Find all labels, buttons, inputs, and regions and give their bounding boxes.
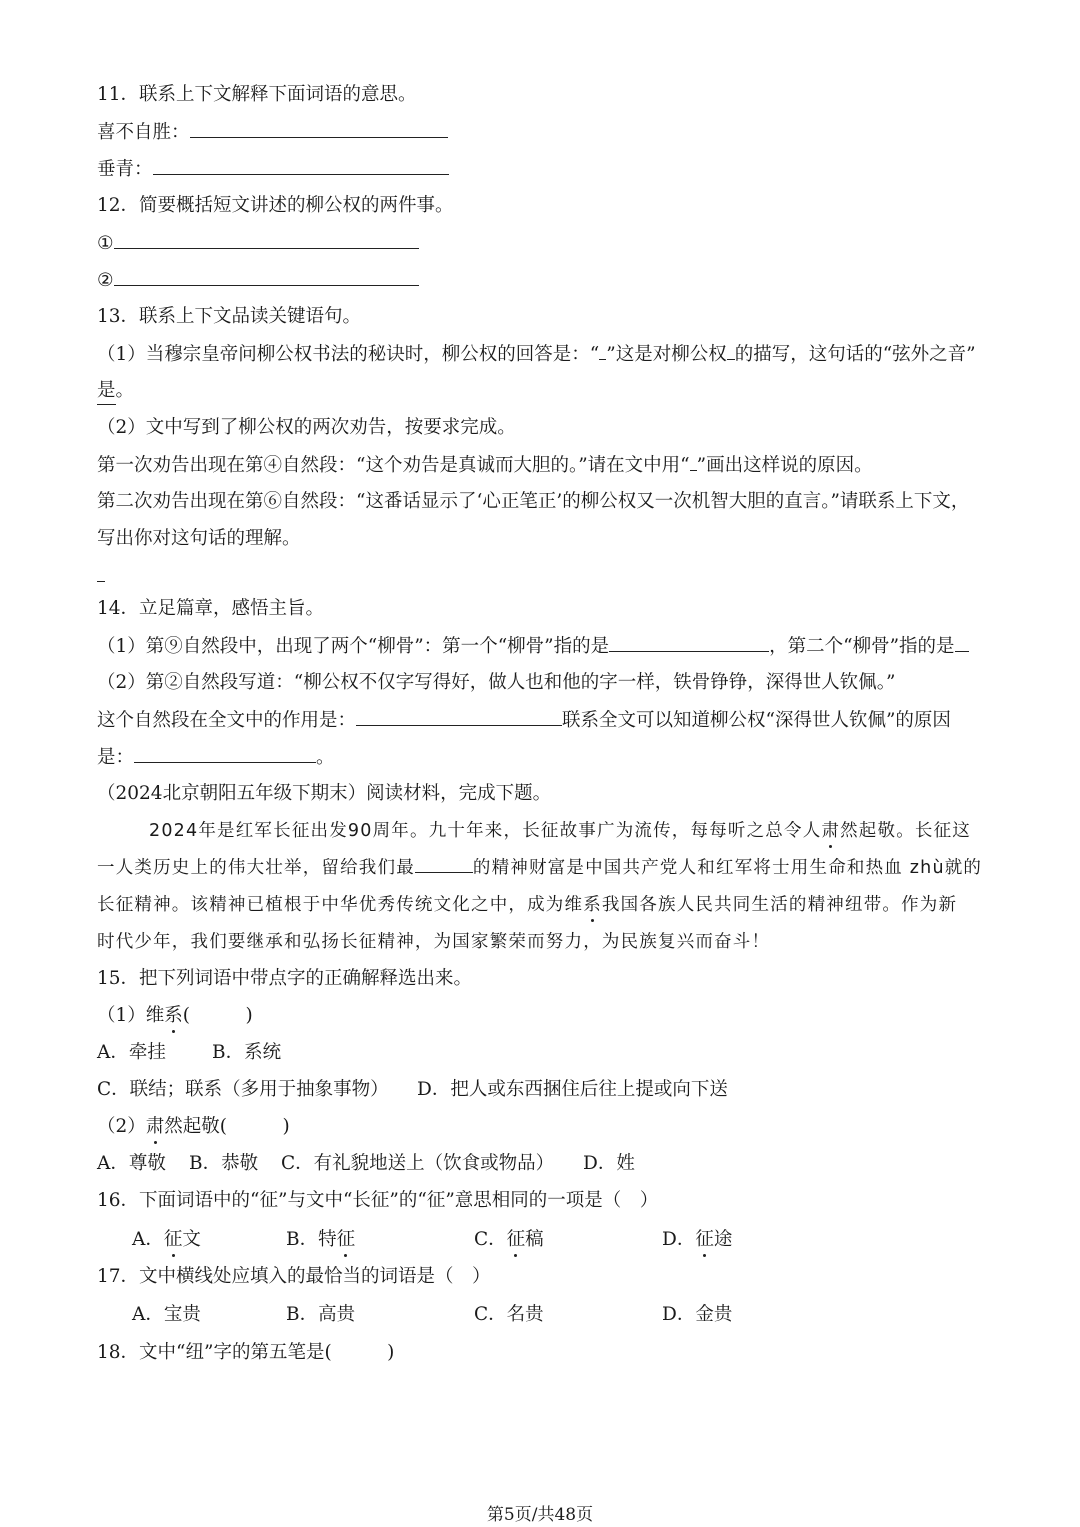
question-11-item-2 [97, 156, 449, 183]
option-b[interactable] [286, 1227, 474, 1253]
answer-parentheses[interactable]: ( ) [182, 1005, 253, 1026]
passage-line-4: 时代少年，我们要继承和弘扬长征精神，为国家繁荣而努力，为民族复兴而奋斗！ [97, 932, 771, 952]
question-13-title: 13．联系上下文品读关键语句。 [97, 306, 362, 327]
passage-line-3 [97, 892, 957, 918]
term-label: 喜不自胜： [97, 122, 190, 143]
answer-blank[interactable] [97, 563, 105, 582]
option-b[interactable]: B．高贵 [286, 1304, 356, 1325]
text: 这个自然段在全文中的作用是： [97, 710, 357, 731]
option-b[interactable]: B．系统 [212, 1042, 282, 1063]
answer-blank[interactable] [955, 633, 969, 652]
answer-blank[interactable] [190, 119, 448, 138]
text: 联系全文可以知道柳公权“深得世人钦佩”的原因 [562, 710, 951, 731]
question-15-options-2 [97, 1077, 728, 1103]
option-d[interactable]: D．姓 [583, 1153, 635, 1174]
text: 我国各族人民共同生活的精神纽带。作为新 [601, 895, 958, 915]
option-a[interactable]: A．尊敬 [97, 1153, 166, 1174]
option-d[interactable]: D．金贵 [662, 1304, 733, 1325]
option-a[interactable]: A．宝贵 [132, 1304, 201, 1325]
dotted-char: 系 [583, 892, 602, 918]
page-number: 第5页/共48页 [486, 1505, 594, 1525]
question-12-item-2 [97, 267, 419, 294]
option-c[interactable] [474, 1227, 662, 1253]
text: （1）第⑨自然段中，出现了两个“柳骨”：第一个“柳骨”指的是 [97, 636, 610, 657]
question-13-answer-line [97, 563, 105, 590]
text: D． [662, 1229, 696, 1250]
question-14-part-1 [97, 633, 969, 660]
option-d[interactable]: D．把人或东西捆住后往上提或向下送 [417, 1079, 728, 1100]
dotted-char: 征 [695, 1227, 714, 1253]
dotted-char: 征 [507, 1227, 526, 1253]
option-b[interactable]: B．恭敬 [189, 1153, 259, 1174]
question-15-options-1 [97, 1040, 281, 1066]
text: 第一次劝告出现在第④自然段：“这个劝告是真诚而大胆的。”请在文中用“ [97, 455, 690, 476]
text: A． [132, 1229, 164, 1250]
question-11-item-1 [97, 119, 448, 146]
question-15-sub-1 [97, 1003, 253, 1029]
text: 一人类历史上的伟大壮举，留给我们最 [97, 858, 415, 878]
question-14-part-2: （2）第②自然段写道：“柳公权不仅字写得好，做人也和他的字一样，铁骨铮铮，深得世人钦佩。” [97, 672, 896, 693]
question-14-part-2-line-3 [97, 744, 335, 771]
question-13-part-2-second: 第二次劝告出现在第⑥自然段：“这番话显示了‘心正笔正’的柳公权又一次机智大胆的直言。”请联系上下文， [97, 491, 970, 512]
answer-blank[interactable] [114, 230, 419, 249]
question-12-item-1 [97, 230, 419, 257]
text: ，第二个“柳骨”指的是 [769, 636, 955, 657]
answer-blank[interactable]: 是 [97, 378, 116, 405]
question-17-title: 17．文中横线处应填入的最恰当的词语是（ ） [97, 1266, 491, 1287]
dotted-char: 系 [164, 1003, 183, 1029]
answer-blank[interactable] [114, 267, 419, 286]
passage-line-2 [97, 855, 982, 881]
question-15-sub-2 [97, 1114, 290, 1140]
question-12-title: 12．简要概括短文讲述的柳公权的两件事。 [97, 195, 454, 216]
text: 是： [97, 747, 135, 768]
question-14-part-2-line-2 [97, 707, 951, 734]
text: 长征精神。该精神已植根于中华优秀传统文化之中，成为维 [97, 895, 584, 915]
text: ”这是对柳公权 [606, 344, 727, 365]
answer-blank[interactable] [356, 707, 562, 726]
passage-blank [415, 856, 473, 873]
term-label: 垂青： [97, 159, 153, 180]
question-13-part-1 [97, 341, 976, 368]
dotted-char: 肃 [146, 1114, 165, 1140]
circled-number: ① [97, 233, 114, 254]
answer-blank[interactable] [153, 156, 449, 175]
question-13-part-2: （2）文中写到了柳公权的两次劝告，按要求完成。 [97, 417, 516, 438]
text: 的描写，这句话的“弦外之音” [734, 344, 976, 365]
text: 2024年是红军长征出发90周年。九十年来，长征故事广为流传，每每听之总令人 [149, 821, 822, 841]
question-14-title: 14．立足篇章，感悟主旨。 [97, 598, 325, 619]
passage-line-1 [149, 818, 971, 844]
option-c[interactable]: C．联结；联系（多用于抽象事物） [97, 1079, 389, 1100]
text: 稿 [525, 1229, 544, 1250]
answer-blank[interactable] [727, 341, 735, 360]
circled-number: ② [97, 270, 114, 291]
text: 然起敬。长征这 [840, 821, 972, 841]
answer-blank[interactable] [609, 633, 769, 652]
question-15-title: 15．把下列词语中带点字的正确解释选出来。 [97, 968, 473, 989]
option-c[interactable]: C．名贵 [474, 1304, 544, 1325]
question-15-options-3 [97, 1151, 635, 1177]
question-17-options [132, 1302, 732, 1328]
question-16-title: 16．下面词语中的“征”与文中“长征”的“征”意思相同的一项是（ ） [97, 1190, 659, 1211]
answer-blank[interactable] [690, 452, 697, 471]
question-16-options [132, 1227, 732, 1253]
material-source: （2024北京朝阳五年级下期末）阅读材料，完成下题。 [97, 783, 552, 804]
text: 。 [316, 747, 335, 768]
text: （1）当穆宗皇帝问柳公权书法的秘诀时，柳公权的回答是：“ [97, 344, 600, 365]
question-18-title: 18．文中“纽”字的第五笔是( ) [97, 1342, 395, 1363]
text: （2） [97, 1116, 146, 1137]
answer-blank[interactable] [134, 744, 316, 763]
option-c[interactable]: C．有礼貌地送上（饮食或物品） [281, 1153, 555, 1174]
text: 文 [182, 1229, 201, 1250]
text: B．特 [286, 1229, 337, 1250]
text: （1）维 [97, 1005, 165, 1026]
dotted-char: 征 [164, 1227, 183, 1253]
text: 途 [713, 1229, 733, 1250]
option-d[interactable] [662, 1227, 732, 1253]
option-a[interactable]: A．牵挂 [97, 1042, 166, 1063]
text: 的精神财富是中国共产党人和红军将士用生命和热血 zhù就的 [472, 858, 983, 878]
question-13-part-1-cont [97, 378, 134, 405]
option-a[interactable] [132, 1227, 286, 1253]
dotted-char: 肃 [821, 818, 840, 844]
answer-parentheses[interactable]: 然起敬( ) [164, 1116, 290, 1137]
text: 。 [115, 380, 135, 401]
question-11-title: 11．联系上下文解释下面词语的意思。 [97, 84, 417, 105]
question-13-part-2-second-cont: 写出你对这句话的理解。 [97, 528, 301, 549]
dotted-char: 征 [337, 1227, 356, 1253]
text: C． [474, 1229, 507, 1250]
text: ”画出这样说的原因。 [696, 455, 873, 476]
question-13-part-2-first [97, 452, 873, 479]
